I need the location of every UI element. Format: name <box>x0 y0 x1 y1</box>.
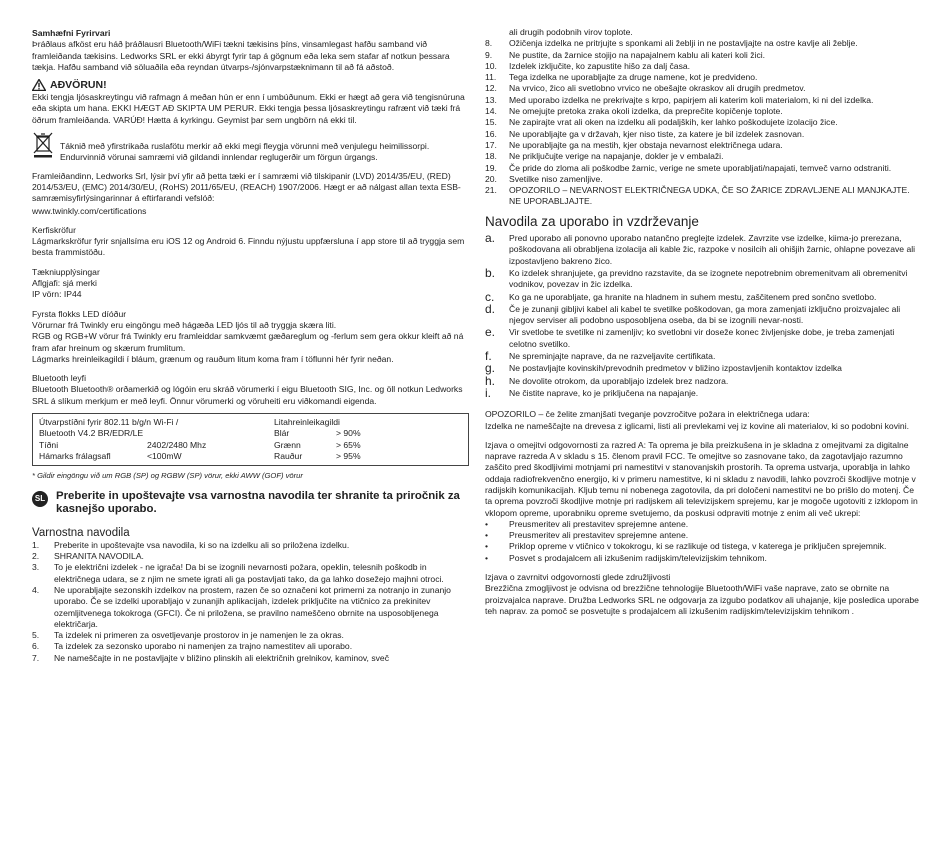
item-number: 5. <box>32 630 40 641</box>
list-item <box>485 301 921 327</box>
certifications-link[interactable]: www.twinkly.com/certifications <box>32 205 147 216</box>
spec-table <box>32 413 469 466</box>
compatibility-text: Brezžična zmogljivost je odvisna od brezžične tehnologije Bluetooth/WiFi vaše naprave, zato se obrnite na proizvajalca naprave. Družba Ledworks SRL ne odgovarja za izgubo podatkov ali uhajanje, kije posledica uporabe teh naprav. za pomoč se posvetujte s prodajalcem ali izkušenim radijskim/televizijskim tehnikom . <box>485 583 919 616</box>
weee-text: Táknið með yfirstrikaða ruslafötu merkir að ekki megi fleygja vörunni með venjulegu heimilissorpi. Endurvinnið vörunai samræmi við gildandi innlendar reglugerðir um förgun úrgangs. <box>60 141 430 163</box>
item-text: Posvet s prodajalcem ali izkušenim radijskim/televizijskim tehnikom. <box>509 552 767 563</box>
list-item <box>485 72 921 83</box>
warning-title: AÐVÖRUN! <box>50 78 107 91</box>
led-text-1: Vörurnar frá Twinkly eru eingöngu með hágæða LED ljós til að tryggja skæra liti. <box>32 319 337 330</box>
list-item <box>485 83 921 94</box>
tech-spec-line: Aflgjafi: sjá merki <box>32 278 97 289</box>
list-item <box>485 185 921 208</box>
compat-heading: Samhæfni Fyrirvari <box>32 28 111 38</box>
item-letter: h. <box>485 373 496 388</box>
item-letter: e. <box>485 325 496 340</box>
list-item <box>485 50 921 61</box>
system-text: Lágmarkskröfur fyrir snjallsíma eru iOS 12 og Android 6. Finndu nýjustu uppfærsluna í app store til að tryggja sem besta frammistöðu. <box>32 236 465 258</box>
item-text: Ne čistite naprave, ko je priključena na napajanje. <box>509 387 699 398</box>
list-item <box>485 363 921 374</box>
item-text: Ne uporabljajte ga na mestih, kjer obstaja nevarnost električnega udara. <box>509 139 783 150</box>
sl-title: Preberite in upoštevajte vsa varnostna navodila ter shranite ta priročnik za kasnejšo uporabo. <box>56 489 460 515</box>
item-text: Ne nameščajte in ne postavljajte v bližino plinskih ali električnih grelnikov, kaminov, sveč <box>54 652 389 663</box>
weee-section <box>32 132 469 164</box>
item-text: Izdelek izključite, ko zapustite hišo za dalj časa. <box>509 60 691 71</box>
purity-row <box>274 440 361 451</box>
warning-icon <box>32 79 46 91</box>
item-number: 1. <box>32 539 40 550</box>
bluetooth-section <box>32 373 469 407</box>
bullet: • <box>485 552 489 563</box>
radio-spec-key: Hámarks frálagsafl <box>39 450 111 461</box>
list-item <box>485 385 921 400</box>
item-number: 8. <box>485 38 493 49</box>
compatibility-disclaimer <box>485 572 921 617</box>
bullet: • <box>485 518 489 529</box>
language-badge: SL <box>32 491 48 507</box>
item-number: 18. <box>485 151 497 162</box>
item-number: 2. <box>32 551 40 562</box>
item-text: Če je zunanji gibljivi kabel ali kabel te svetilke poškodovan, ga mora zamenjati izključno proizvajalec ali njegov serviser ali podobno usposobljena oseba, da bi se izognili nevar-nosti. <box>509 303 901 326</box>
bluetooth-heading: Bluetooth leyfi <box>32 373 86 384</box>
purity-title: Litahreinleikagildi <box>274 417 340 428</box>
list-item <box>485 140 921 151</box>
item-number: 15. <box>485 117 497 128</box>
item-text: Svetilke niso zamenljive. <box>509 173 603 184</box>
purity-key: Grænn <box>274 439 301 450</box>
list-item <box>32 585 469 630</box>
item-number: 6. <box>32 641 40 652</box>
list-item <box>485 95 921 106</box>
radio-spec-key: Tíðni <box>39 439 59 450</box>
item-number: 12. <box>485 83 497 94</box>
list-item <box>485 327 921 350</box>
safety-list-continued <box>485 38 921 207</box>
led-heading: Fyrsta flokks LED díóður <box>32 308 127 319</box>
item-text: Ne uporabljajte ga v državah, kjer niso tiste, za katere je bil izdelek zasnovan. <box>509 128 805 139</box>
purity-row <box>274 428 361 439</box>
item-text: Med uporabo izdelka ne prekrivajte s krpo, papirjem ali katerim koli materialom, ki ni del izdelka. <box>509 94 874 105</box>
safety-list <box>32 540 469 664</box>
purity-row <box>274 451 361 462</box>
list-item <box>485 541 921 552</box>
radio-spec-row <box>39 451 274 462</box>
list-item <box>485 163 921 174</box>
item-text: Ne dovolite otrokom, da uporabljajo izdelek brez nadzora. <box>509 375 729 386</box>
item-letter: a. <box>485 231 496 246</box>
class-a-text: Ta oprema je bila preizkušena in je skladna z omejitvami za digitalne naprave razreda A v skladu s 15. členom pravil FCC. Te omejitve so zasnovane tako, da zagotavljajo razumno zaščito pred škodljivimi motnjami pri namestitvi v stanovanjskih prostorih. Ta oprema ustvarja, uporablja in lahko oddaja radiofrekvenčno energijo, ki v primeru namestitve, ki ni skladu z navodili, lahko povzroči škodljive motnje v radijskih komunikacijah. Kljub temu ni nobenega zagotovila, da pri določeni namestitvi ne bo prišlo do motenj. Če ta oprema povzroči škodljive motnje pri radijskem ali televizijskem sprejemu, kar je mogoče ugotoviti z izklopom in vklopom opreme, uporabniku opreme svetujemo, da poskusi odpraviti motnje z enim ali več ukrepi: <box>485 439 918 518</box>
item-number: 21. <box>485 185 497 196</box>
crossed-bin-icon <box>32 132 54 158</box>
warning-text: Ekki tengja ljósaskreytingu við rafmagn á meðan hún er enn í umbúðunum. Ekki er hægt að gera við tengisnúruna eða skipta um hana. EKKI HÆGT AÐ SKIPTA UM PERUR. Ekki tengja þessa ljósaskreytingu rafrænt við tæki frá öðrum framleiðanda. VARÚÐ! Hætta á kyrkingu. Geymist þar sem ungbörn ná ekki til. <box>32 92 465 125</box>
safety-title: Varnostna navodila <box>32 526 130 539</box>
radio-spec-column <box>39 417 274 462</box>
bullet: • <box>485 530 489 541</box>
compatibility-heading: Izjava o zavrnitvi odgovornosti glede združljivosti <box>485 572 671 583</box>
item-text: Če pride do zloma ali poškodbe žarnic, verige ne smete uporabljati/napajati, temveč varno odstraniti. <box>509 162 892 173</box>
purity-value: > 65% <box>336 439 361 450</box>
bluetooth-text: Bluetooth Bluetooth® orðamerkið og lógóin eru skráð vörumerki í eigu Bluetooth SIG, Inc. og öll notkun Ledworks SRL á slíkum merkjum er með leyfi. Önnur vörumerki og vöruheiti eru viðkomandi eigenda. <box>32 384 463 406</box>
system-section <box>32 225 469 259</box>
item-text: Preusmeritev ali prestavitev sprejemne antene. <box>509 530 689 541</box>
list-item <box>485 61 921 72</box>
compat-text: Þráðlaus afköst eru háð þráðlausri Bluetooth/WiFi tækni tækisins þíns, vinsamlegast hafðu samband við framleiðanda tækisins. Ledworks SRL er ekki ábyrgt fyrir tap á gögnum eða leka sem stafar af notkun þessara tækja. Hafðu samband við söluaðila eða reyndan útvarps-/sjónvarpstæknimann til að fá aðstoð. <box>32 39 450 72</box>
item-letter: i. <box>485 385 491 400</box>
item-number: 3. <box>32 562 40 573</box>
list-item <box>485 530 921 541</box>
item-text: Ne postavljajte kovinskih/prevodnih predmetov v bližino izpostavljenih kontaktov izdelka <box>509 363 842 374</box>
item-letter: f. <box>485 349 492 364</box>
system-heading: Kerfiskröfur <box>32 224 76 235</box>
item-number: 7. <box>32 652 40 663</box>
list-item <box>32 641 469 652</box>
tech-specs-section <box>32 267 469 301</box>
item-text: Ne uporabljajte sezonskih izdelkov na prostem, razen če so označeni kot primerni za notranjo in zunanjo uporabo. Če se izdelki uporabljajo v zunanjih aplikacijah, izdelek priključite na vtičnico za prekinitev ozemljitvenega tokokroga (GFCI). Če ni priložena, se pravilno nameščeno obrnite na usposobljenega električarja. <box>54 584 451 629</box>
item-text: Ta izdelek za sezonsko uporabo ni namenjen za trajno namestitev ali uporabo. <box>54 641 353 652</box>
list-item <box>485 351 921 362</box>
continued-text: ali drugih podobnih virov toplote. <box>509 27 633 37</box>
radio-spec-line: Bluetooth V4.2 BR/EDR/LE <box>39 428 144 439</box>
opozorilo-heading: OPOZORILO – če želite zmanjšati tveganje povzročitve požara in električnega udara: <box>485 409 810 420</box>
list-item <box>32 562 469 585</box>
item-letter: d. <box>485 301 496 316</box>
opozorilo-text: Izdelka ne nameščajte na drevesa z iglicami, listi ali prevlekami vej iz kovine ali materialov, ki so podobni kovini. <box>485 420 909 431</box>
item-text: Vir svetlobe te svetilke ni zamenljiv; ko svetlobni vir doseže konec življenjske dobe, je treba zamenjati celotno svetilko. <box>509 327 895 349</box>
item-text: Ne priključujte verige na napajanje, dokler je v embalaži. <box>509 151 724 162</box>
footnote: * Gildir eingöngu við um RGB (SP) og RGBW (SP) vörur, ekki AWW (GOF) vörur <box>32 471 303 481</box>
list-item <box>485 233 921 267</box>
list-item <box>485 265 921 291</box>
item-number: 16. <box>485 128 497 139</box>
item-text: OPOZORILO – NEVARNOST ELEKTRIČNEGA UDKA, ČE SO ŽARICE ZDRAVLJENE ALI MANJKAJTE. NE UPORABLJAJTE. <box>509 185 910 207</box>
compat-section <box>32 28 469 73</box>
item-text: Ko izdelek shranjujete, ga previdno razstavite, da se izognete nepotrebnim obremenitvam ali obremenitvi vodnikov, povezav in žic izdelka. <box>509 267 908 290</box>
class-a-heading: Izjava o omejitvi odgovornosti za razred A: <box>485 439 646 450</box>
list-item <box>485 373 921 388</box>
class-a-disclaimer <box>485 440 921 564</box>
led-text-2: RGB og RGB+W vörur frá Twinkly eru framleiddar samkvæmt gæðareglum og -ferlum sem gera okkur kleift að ná fram afar hreinum og skærum frumlitum. <box>32 331 464 353</box>
item-text: Ne pustite, da žarnice stojijo na napajalnem kablu ali kateri koli žici. <box>509 49 766 60</box>
item-text: Tega izdelka ne uporabljajte za druge namene, kot je predvideno. <box>509 72 758 83</box>
usage-maintenance-title: Navodila za uporabo in vzdrževanje <box>485 213 699 229</box>
item-text: Pred uporabo ali ponovno uporabo natančno preglejte izdelek. Zavrzite vse izdelke, kiima-jo prerezana, poškodovana ali obrabljena izolacija ali kable žic, razpoke v nosilcih ali ohišjih žarnic, ohlapne povezave ali izpostavljeno bakreno žico. <box>509 233 916 266</box>
item-text: Ne zapirajte vrat ali oken na izdelku ali podaljških, ker lahko poškodujete izolacijo žice. <box>509 117 838 128</box>
item-text: Ne omejujte pretoka zraka okoli izdelka, da preprečite kopičenje toplote. <box>509 106 783 117</box>
item-text: Preusmeritev ali prestavitev sprejemne antene. <box>509 518 689 529</box>
item-text: SHRANITA NAVODILA. <box>54 551 144 562</box>
list-item <box>485 553 921 564</box>
tech-specs-heading: Tækniupplýsingar <box>32 266 100 277</box>
item-text: Preberite in upoštevajte vsa navodila, ki so na izdelku ali so priložena izdelku. <box>54 539 350 550</box>
list-item <box>485 519 921 530</box>
tech-spec-line: IP vörn: IP44 <box>32 289 82 300</box>
item-text: Na vrvico, žico ali svetlobno vrvico ne obešajte okraskov ali drugih predmetov. <box>509 83 806 94</box>
item-number: 14. <box>485 106 497 117</box>
list-item <box>32 630 469 641</box>
opozorilo-section <box>485 409 921 432</box>
list-item <box>485 117 921 128</box>
led-section <box>32 309 469 365</box>
sl-banner <box>32 490 469 516</box>
item-text: Ožičenja izdelka ne pritrjujte s sponkami ali žeblji in ne postavljajte na ostre kavlje ali žeblje. <box>509 38 858 49</box>
list-item <box>485 151 921 162</box>
list-item <box>485 38 921 49</box>
item-text: To je električni izdelek - ne igrača! Da bi se izognili nevarnosti požara, opeklin, telesnih poškodb in električnega udara, se z njim ne smete igrati ali ga postavljati tako, da ga lahko dosežejo majhni otroci. <box>54 562 444 584</box>
item-letter: g. <box>485 361 496 376</box>
compliance-section <box>32 171 469 217</box>
item-text: Ko ga ne uporabljate, ga hranite na hladnem in suhem mestu, zaščitenem pred sončno svetlobo. <box>509 291 877 302</box>
item-letter: c. <box>485 289 495 304</box>
list-item <box>485 289 921 304</box>
list-item <box>485 129 921 140</box>
radio-spec-value: <100mW <box>147 450 182 461</box>
usage-list <box>485 233 921 399</box>
compliance-text: Framleiðandinn, Ledworks Srl, lýsir því yfir að þetta tæki er í samræmi við tilskipanir (LVD) 2014/35/EU, (RED) 2014/53/EU, (EMC) 2014/30/EU, (RoHS) 2011/65/EU, (REACH) 1907/2006. Hægt er að nálgast allan texta ESB-samræmisyfirlýsingarinnar á eftirfarandi vefslóð: <box>32 170 461 204</box>
item-letter: b. <box>485 265 496 280</box>
item-number: 11. <box>485 72 497 83</box>
item-number: 13. <box>485 94 497 105</box>
item-number: 10. <box>485 60 497 71</box>
list-item <box>32 551 469 562</box>
radio-spec-row <box>39 440 274 451</box>
purity-spec-column <box>274 417 361 462</box>
purity-value: > 90% <box>336 428 361 439</box>
radio-spec-value: 2402/2480 Mhz <box>147 439 207 450</box>
list-item <box>32 540 469 551</box>
item-number: 20. <box>485 173 497 184</box>
warning-title-row <box>32 79 469 91</box>
item-text: Ta izdelek ni primeren za osvetljevanje prostorov in je namenjen le za okras. <box>54 630 344 641</box>
item-number: 19. <box>485 162 497 173</box>
list-item <box>32 653 469 664</box>
purity-key: Blár <box>274 428 290 439</box>
item-number: 9. <box>485 49 493 60</box>
item-text: Priklop opreme v vtičnico v tokokrogu, ki se razlikuje od tistega, v katerega je priključen sprejemnik. <box>509 541 887 552</box>
right-column <box>485 0 921 617</box>
item-number: 17. <box>485 139 497 150</box>
item-text: Ne spreminjajte naprave, da ne razveljavite certifikata. <box>509 351 716 362</box>
purity-key: Rauður <box>274 450 303 461</box>
purity-value: > 95% <box>336 450 361 461</box>
bullet: • <box>485 541 489 552</box>
radio-spec-line: Útvarpstíðni fyrir 802.11 b/g/n Wi-Fi / <box>39 417 179 428</box>
item-number: 4. <box>32 584 40 595</box>
list-item <box>485 174 921 185</box>
led-text-3: Lágmarks hreinleikagildi í bláum, grænum og rauðum litum koma fram í töflunni hér fyrir neðan. <box>32 353 394 364</box>
measures-list <box>485 519 921 564</box>
safety-section <box>32 528 469 665</box>
left-column <box>32 0 469 664</box>
warning-section <box>32 79 469 126</box>
list-item <box>485 106 921 117</box>
